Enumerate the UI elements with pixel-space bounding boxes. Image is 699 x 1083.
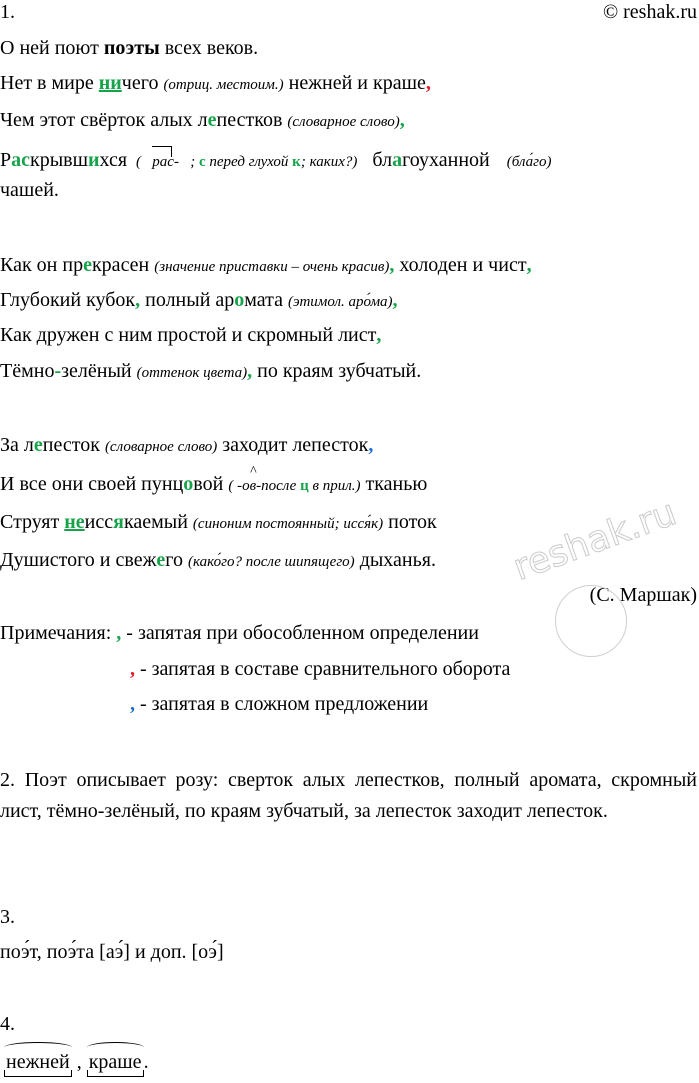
text: (	[136, 154, 145, 170]
period: .	[143, 1051, 149, 1073]
poem-line	[0, 108, 405, 134]
text: чего	[121, 72, 164, 94]
poem-line	[0, 472, 427, 498]
text: пестков	[216, 109, 288, 131]
text: перед глухой	[205, 154, 293, 170]
green-comma: ,	[392, 289, 398, 311]
task2-answer: 2. Поэт описывает розу: сверток алых лепестков, полный аромата, скромный лист, тёмно-зелёный, по краям зубчатый, за лепесток заходит лепесток.	[0, 769, 697, 822]
root-arc-icon	[87, 1042, 144, 1053]
highlight-prefix: ас	[11, 149, 31, 171]
notes-item	[130, 657, 510, 681]
text: И все они своей пунц	[0, 473, 184, 495]
annotation: (како́го? после шипящего)	[188, 554, 355, 570]
text: хся	[99, 149, 133, 171]
highlight-letter: а	[392, 149, 403, 171]
text: Чем этот свёрток алых л	[0, 109, 208, 131]
text: по краям зубчатый.	[252, 360, 422, 382]
text: Нет в мире	[0, 72, 99, 94]
morpheme-word	[87, 1050, 144, 1074]
text: Струят	[0, 511, 65, 533]
text: исс	[84, 511, 114, 533]
annotation	[228, 478, 360, 494]
text: гоуханной	[402, 149, 495, 171]
text: крывш	[30, 149, 89, 171]
annotation: (словарное слово)	[104, 439, 218, 455]
task-number-4: 4.	[0, 1013, 15, 1035]
text: мата	[244, 289, 289, 311]
red-comma: ,	[130, 658, 135, 680]
base-bracket-icon	[4, 1070, 72, 1077]
green-comma: ,	[376, 324, 382, 346]
highlight-letter: о	[183, 473, 194, 495]
highlight-letter: я	[113, 511, 124, 533]
green-comma: ,	[135, 289, 141, 311]
highlight-prefix: не	[64, 511, 85, 533]
highlight-letter: е	[83, 254, 92, 276]
prefix-mark: рас	[152, 146, 174, 174]
text: песток	[42, 434, 105, 456]
poem-line	[0, 253, 532, 279]
highlight-letter: с	[198, 154, 206, 170]
text: Тёмно	[0, 360, 55, 382]
watermark: reshak.ru	[508, 492, 682, 589]
notes-item	[0, 621, 479, 645]
text: бл	[367, 149, 393, 171]
morpheme-word	[4, 1050, 72, 1074]
text: Р	[0, 149, 12, 171]
task-number-1: 1.	[0, 1, 15, 23]
text: ; каких?)	[300, 154, 358, 170]
text: ( -	[228, 478, 243, 494]
text: ;	[190, 154, 199, 170]
green-comma: ,	[116, 622, 122, 644]
text: заходит лепесток	[217, 434, 369, 456]
green-comma: ,	[399, 109, 405, 131]
annotation: (значение приставки – очень красив)	[154, 259, 390, 275]
poem-line	[0, 323, 381, 347]
text: Как он пр	[0, 254, 84, 276]
annotation: (оттенок цвета)	[136, 365, 248, 381]
highlight-letter: е	[207, 109, 217, 131]
poem-line	[0, 548, 436, 574]
annotation	[136, 154, 357, 170]
text: полный ар	[140, 289, 235, 311]
poem-author: (С. Маршак)	[589, 584, 697, 606]
word: нежней	[6, 1051, 70, 1073]
text: вой	[193, 473, 229, 495]
copyright-label: © reshak.ru	[602, 1, 697, 23]
base-bracket-icon	[87, 1070, 144, 1077]
separator: ,	[71, 1051, 87, 1073]
text: всех веков.	[159, 37, 259, 59]
poem-line	[0, 71, 431, 97]
poem-line: чашей.	[0, 179, 59, 201]
text: О ней поют	[0, 37, 104, 59]
text: каемый	[123, 511, 193, 533]
text: За л	[0, 434, 34, 456]
text: холоден и чист	[394, 254, 527, 276]
poem-line	[0, 36, 258, 60]
text: поток	[383, 511, 437, 533]
highlight-letter: е	[33, 434, 43, 456]
poem-line	[0, 146, 697, 174]
text: красен	[91, 254, 155, 276]
notes-item	[130, 692, 428, 716]
text: Душистого и свеж	[0, 549, 157, 571]
poem-line	[0, 433, 373, 459]
green-hyphen: -	[54, 360, 62, 382]
text: Как дружен с ним простой и скромный лист	[0, 324, 377, 346]
text: -после	[256, 478, 301, 494]
task3-answer: поэ́т, поэ́та [аэ́] и доп. [оэ́]	[0, 941, 224, 963]
highlight-letter: к	[292, 154, 301, 170]
poem-line	[0, 288, 398, 314]
annotation: (словарное слово)	[287, 114, 400, 130]
annotation: (этимол. аро́ма)	[288, 294, 393, 310]
blue-comma: ,	[368, 434, 374, 456]
word: краше	[88, 1051, 142, 1073]
annotation: (синоним постоянный; исся́к)	[192, 516, 384, 532]
green-comma: ,	[526, 254, 532, 276]
watermark-circle	[555, 585, 627, 657]
text: Глубокий кубок	[0, 289, 136, 311]
green-comma: ,	[247, 360, 253, 382]
red-comma: ,	[425, 72, 431, 94]
highlight-letter: ц	[300, 478, 309, 494]
text: го	[165, 549, 189, 571]
blue-comma: ,	[130, 693, 135, 715]
text: в прил.)	[308, 478, 361, 494]
highlight-letter: и	[88, 149, 100, 171]
root-arc-icon	[4, 1042, 72, 1053]
text: - запятая в составе сравнительного оборота	[135, 658, 511, 680]
text: зелёный	[61, 360, 137, 382]
text: - запятая при обособленном определении	[121, 622, 479, 644]
annotation: (бла́го)	[506, 154, 552, 170]
highlight-letter: е	[156, 549, 166, 571]
text: тканью	[360, 473, 428, 495]
poem-line	[0, 359, 421, 385]
poem-line	[0, 510, 437, 536]
text: -	[173, 154, 179, 170]
task-number-3: 3.	[0, 906, 15, 928]
notes-label: Примечания:	[0, 622, 117, 644]
highlight-letter: о	[234, 289, 245, 311]
text: дыханья.	[354, 549, 436, 571]
task4-answer	[4, 1050, 149, 1074]
text: - запятая в сложном предложении	[135, 693, 429, 715]
green-comma: ,	[389, 254, 395, 276]
annotation: (отриц. местоим.)	[163, 77, 284, 93]
suffix-mark: ^ ов	[242, 474, 256, 498]
bold-word: поэты	[103, 37, 160, 59]
text: нежней и краше	[283, 72, 426, 94]
highlight-prefix: ни	[98, 72, 122, 94]
